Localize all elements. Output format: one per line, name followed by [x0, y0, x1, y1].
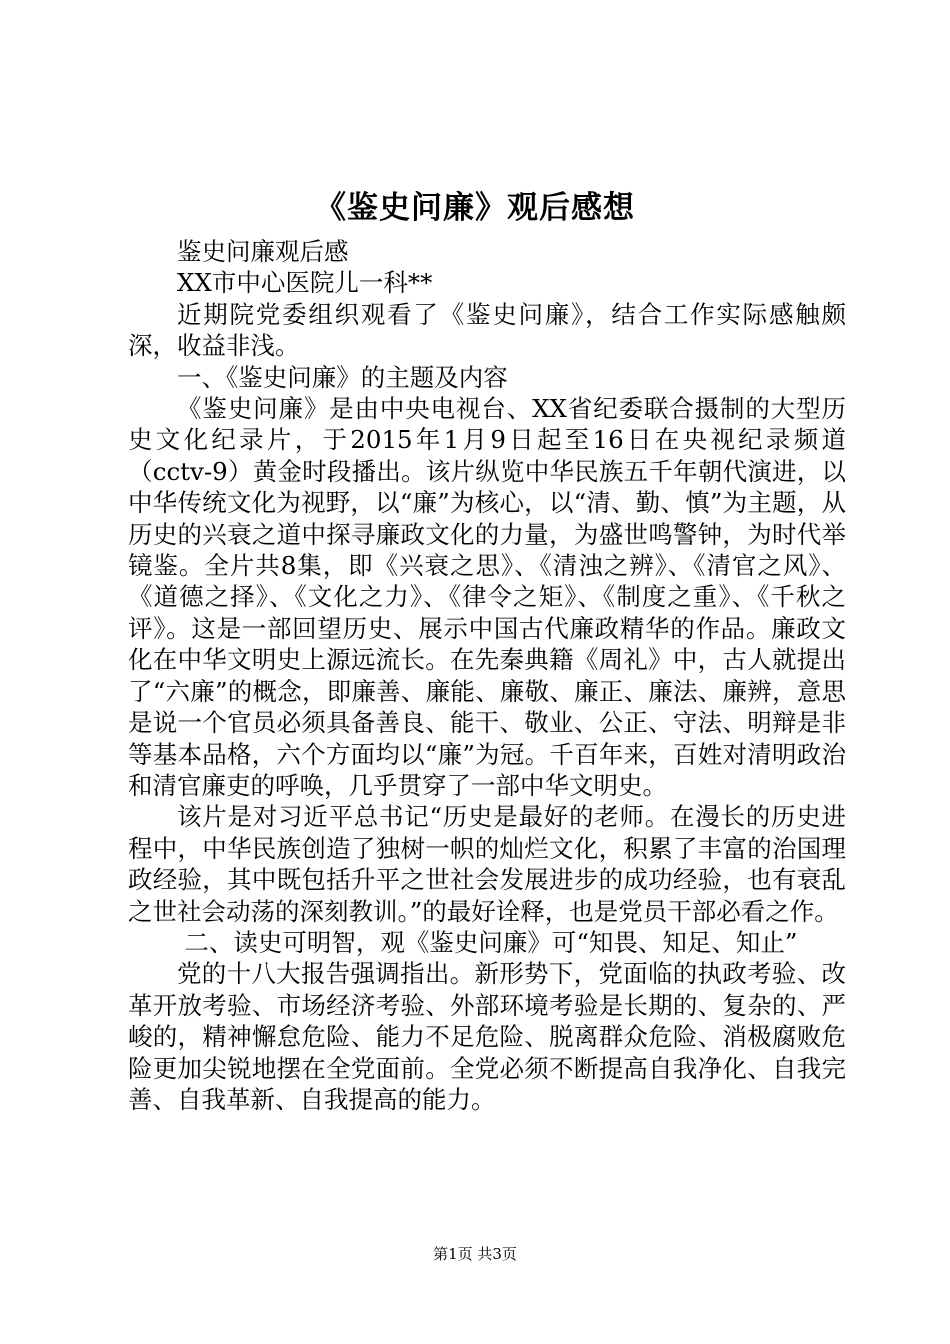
body-paragraph: 《鉴史问廉》是由中央电视台、XX省纪委联合摄制的大型历史文化纪录片，于2015年1月9日起至16日在央视纪录频道（cctv-9）黄金时段播出。该片纵览中华民族五千年朝代演进，以中华传统文化为视野，以“廉”为核心，以“清、勤、慎”为主题，从历史的兴衰之道中探寻廉政文化的力量，为盛世鸣警钟，为时代举镜鉴。全片共8集，即《兴衰之思》、《清浊之辨》、《清官之风》、《道德之择》、《文化之力》、《律令之矩》、《制度之重》、《千秋之评》。这是一部回望历史、展示中国古代廉政精华的作品。廉政文化在中华文明史上源远流长。在先秦典籍《周礼》中，古人就提出了“六廉”的概念，即廉善、廉能、廉敬、廉正、廉法、廉辨，意思是说一个官员必须具备善良、能干、敬业、公正、守法、明辩是非等基本品格，六个方面均以“廉”为冠。千百年来，百姓对清明政治和清官廉吏的呼唤，几乎贯穿了一部中华文明史。: [128, 394, 846, 800]
document-body: [128, 236, 846, 1115]
body-paragraph: 该片是对习近平总书记“历史是最好的老师。在漫长的历史进程中，中华民族创造了独树一帜的灿烂文化，积累了丰富的治国理政经验，其中既包括升平之世社会发展进步的成功经验，也有衰乱之世社会动荡的深刻教训。”的最好诠释，也是党员干部必看之作。: [128, 802, 846, 926]
document-title: 《鉴史问廉》观后感想: [315, 190, 635, 226]
page-footer: 第1页 共3页: [433, 1245, 517, 1263]
subtitle-paragraph: 鉴史问廉观后感: [177, 237, 349, 266]
author-paragraph: XX市中心医院儿一科**: [177, 268, 433, 298]
intro-paragraph: 近期院党委组织观看了《鉴史问廉》，结合工作实际感触颇深，收益非浅。: [128, 299, 846, 361]
section-heading-1: 一、《鉴史问廉》的主题及内容: [177, 362, 508, 392]
body-paragraph: 党的十八大报告强调指出。新形势下，党面临的执政考验、改革开放考验、市场经济考验、外部环境考验是长期的、复杂的、严峻的，精神懈怠危险、能力不足危险、脱离群众危险、消极腐败危险更加尖锐地摆在全党面前。全党必须不断提高自我净化、自我完善、自我革新、自我提高的能力。: [128, 959, 846, 1114]
section-heading-2: 二、读史可明智，观《鉴史问廉》可“知畏、知足、知止”: [184, 927, 798, 957]
